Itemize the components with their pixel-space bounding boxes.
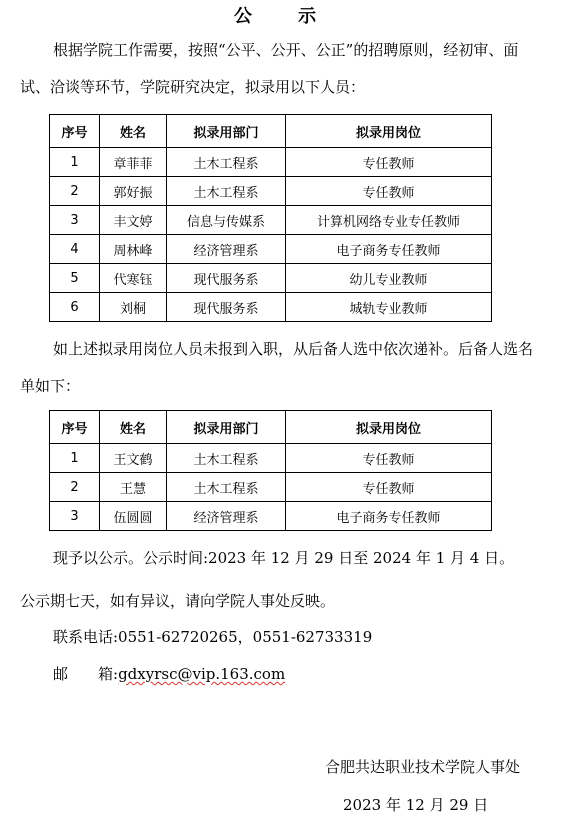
cell-post: 专任教师: [286, 444, 492, 473]
cell-dept: 信息与传媒系: [167, 206, 286, 235]
signature-date: 2023 年 12 月 29 日: [343, 796, 489, 814]
table-row: [50, 502, 492, 531]
cell-post: 计算机网络专业专任教师: [286, 206, 492, 235]
table-header-row: [50, 115, 492, 148]
objection-line: 公示期七天，如有异议，请向学院人事处反映。: [20, 592, 336, 610]
cell-dept: 土木工程系: [167, 444, 286, 473]
table-row: [50, 444, 492, 473]
email-label: 邮 箱:: [53, 665, 119, 683]
header-name: 姓名: [100, 411, 167, 444]
table-row: [50, 206, 492, 235]
table-row: [50, 177, 492, 206]
cell-name: 章菲菲: [100, 148, 167, 177]
cell-name: 周林峰: [100, 235, 167, 264]
cell-dept: 经济管理系: [167, 502, 286, 531]
cell-no: 4: [50, 235, 100, 264]
header-name: 姓名: [100, 115, 167, 148]
header-post: 拟录用岗位: [286, 115, 492, 148]
signature-organization: 合肥共达职业技术学院人事处: [324, 758, 520, 776]
cell-name: 伍圆圆: [100, 502, 167, 531]
cell-post: 专任教师: [286, 473, 492, 502]
cell-dept: 现代服务系: [167, 293, 286, 322]
backup-intro-paragraph: 如上述拟录用岗位人员未报到入职，从后备人选中依次递补。后备人选名单如下：: [20, 340, 534, 395]
cell-post: 电子商务专任教师: [286, 235, 492, 264]
contact-phone: 联系电话:0551-62720265，0551-62733319: [53, 628, 373, 646]
notice-title: 公 示: [233, 6, 337, 27]
cell-dept: 现代服务系: [167, 264, 286, 293]
cell-post: 幼儿专业教师: [286, 264, 492, 293]
table-row: [50, 473, 492, 502]
header-dept: 拟录用部门: [167, 115, 286, 148]
table-row: [50, 293, 492, 322]
hires-table: [49, 114, 492, 322]
email-address: gdxyrsc@vip.163.com: [118, 665, 286, 683]
table-row: [50, 264, 492, 293]
cell-post: 电子商务专任教师: [286, 502, 492, 531]
cell-dept: 土木工程系: [167, 473, 286, 502]
cell-name: 刘桐: [100, 293, 167, 322]
header-no: 序号: [50, 115, 100, 148]
cell-no: 5: [50, 264, 100, 293]
cell-name: 代寒钰: [100, 264, 167, 293]
cell-name: 王文鹤: [100, 444, 167, 473]
cell-no: 2: [50, 177, 100, 206]
contact-email-row: [53, 663, 285, 684]
table-row: [50, 235, 492, 264]
cell-dept: 经济管理系: [167, 235, 286, 264]
notice-period-line: 现予以公示。公示时间:2023 年 12 月 29 日至 2024 年 1 月 4 日。: [53, 549, 515, 567]
table-row: [50, 148, 492, 177]
cell-no: 2: [50, 473, 100, 502]
cell-post: 专任教师: [286, 148, 492, 177]
header-no: 序号: [50, 411, 100, 444]
intro-paragraph: 根据学院工作需要，按照“公平、公开、公正”的招聘原则，经初审、面试、洽谈等环节，学院研究决定，拟录用以下人员：: [20, 41, 519, 96]
cell-name: 丰文婷: [100, 206, 167, 235]
cell-no: 6: [50, 293, 100, 322]
cell-dept: 土木工程系: [167, 177, 286, 206]
cell-no: 1: [50, 148, 100, 177]
cell-no: 1: [50, 444, 100, 473]
header-post: 拟录用岗位: [286, 411, 492, 444]
backups-table: [49, 410, 492, 531]
cell-post: 城轨专业教师: [286, 293, 492, 322]
table-header-row: [50, 411, 492, 444]
header-dept: 拟录用部门: [167, 411, 286, 444]
cell-post: 专任教师: [286, 177, 492, 206]
cell-name: 王慧: [100, 473, 167, 502]
cell-dept: 土木工程系: [167, 148, 286, 177]
cell-no: 3: [50, 206, 100, 235]
cell-name: 郭好振: [100, 177, 167, 206]
cell-no: 3: [50, 502, 100, 531]
